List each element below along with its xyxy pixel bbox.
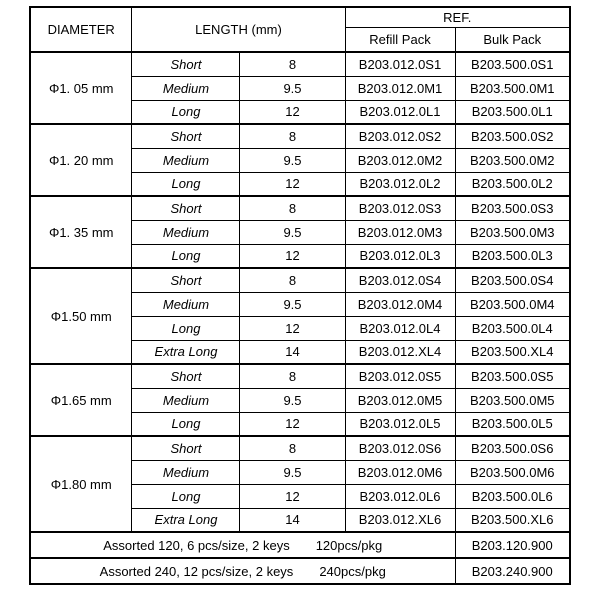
assorted-label: Assorted 240, 12 pcs/size, 2 keys: [99, 563, 294, 579]
length-value-cell: 9.5: [240, 292, 345, 316]
assorted-label-cell: [30, 558, 455, 584]
length-value-cell: 14: [240, 340, 345, 364]
length-name-cell: Medium: [132, 148, 240, 172]
assorted-label-cell: [30, 532, 455, 558]
bulk-code-cell: B203.500.0S1: [455, 52, 570, 76]
bulk-code-cell: B203.500.0M5: [455, 388, 570, 412]
refill-code-cell: B203.012.0L2: [345, 172, 455, 196]
bulk-code-cell: B203.500.0S4: [455, 268, 570, 292]
bulk-code-cell: B203.500.0M3: [455, 220, 570, 244]
length-name-cell: Long: [132, 172, 240, 196]
length-value-cell: 12: [240, 244, 345, 268]
assorted-pkg: 120pcs/pkg: [315, 537, 383, 553]
header-refill-pack: Refill Pack: [345, 27, 455, 52]
header-bulk-pack: Bulk Pack: [455, 27, 570, 52]
length-value-cell: 9.5: [240, 148, 345, 172]
bulk-code-cell: B203.500.0L2: [455, 172, 570, 196]
header-ref: REF.: [345, 7, 570, 27]
length-value-cell: 8: [240, 436, 345, 460]
diameter-cell: Φ1. 05 mm: [30, 52, 132, 124]
length-name-cell: Long: [132, 316, 240, 340]
bulk-code-cell: B203.500.0M4: [455, 292, 570, 316]
length-name-cell: Medium: [132, 220, 240, 244]
refill-code-cell: B203.012.0M5: [345, 388, 455, 412]
diameter-cell: Φ1.50 mm: [30, 268, 132, 364]
table-body: [30, 52, 570, 584]
table-row: [30, 436, 570, 460]
length-value-cell: 12: [240, 100, 345, 124]
assorted-row: [30, 532, 570, 558]
length-value-cell: 8: [240, 196, 345, 220]
bulk-code-cell: B203.500.XL4: [455, 340, 570, 364]
assorted-ref-cell: B203.120.900: [455, 532, 570, 558]
length-value-cell: 8: [240, 268, 345, 292]
length-value-cell: 8: [240, 364, 345, 388]
length-value-cell: 12: [240, 316, 345, 340]
table-row: [30, 196, 570, 220]
length-name-cell: Medium: [132, 292, 240, 316]
length-name-cell: Short: [132, 436, 240, 460]
diameter-cell: Φ1.80 mm: [30, 436, 132, 532]
length-value-cell: 12: [240, 412, 345, 436]
refill-code-cell: B203.012.XL6: [345, 508, 455, 532]
length-name-cell: Long: [132, 412, 240, 436]
bulk-code-cell: B203.500.0M2: [455, 148, 570, 172]
refill-code-cell: B203.012.0L6: [345, 484, 455, 508]
refill-code-cell: B203.012.0S4: [345, 268, 455, 292]
header-length: LENGTH (mm): [132, 7, 345, 52]
table-header: [30, 7, 570, 52]
refill-code-cell: B203.012.0L4: [345, 316, 455, 340]
assorted-pkg: 240pcs/pkg: [319, 563, 386, 579]
table-row: [30, 364, 570, 388]
length-name-cell: Medium: [132, 76, 240, 100]
length-name-cell: Short: [132, 364, 240, 388]
refill-code-cell: B203.012.0M6: [345, 460, 455, 484]
bulk-code-cell: B203.500.XL6: [455, 508, 570, 532]
bulk-code-cell: B203.500.0S6: [455, 436, 570, 460]
assorted-row: [30, 558, 570, 584]
bulk-code-cell: B203.500.0M6: [455, 460, 570, 484]
bulk-code-cell: B203.500.0L1: [455, 100, 570, 124]
length-name-cell: Medium: [132, 388, 240, 412]
refill-code-cell: B203.012.0M4: [345, 292, 455, 316]
bulk-code-cell: B203.500.0L6: [455, 484, 570, 508]
length-name-cell: Long: [132, 244, 240, 268]
length-name-cell: Short: [132, 52, 240, 76]
catalog-sheet: [0, 6, 600, 606]
diameter-cell: Φ1. 35 mm: [30, 196, 132, 268]
refill-code-cell: B203.012.0S1: [345, 52, 455, 76]
refill-code-cell: B203.012.0M2: [345, 148, 455, 172]
diameter-cell: Φ1.65 mm: [30, 364, 132, 436]
header-diameter: DIAMETER: [30, 7, 132, 52]
bulk-code-cell: B203.500.0S5: [455, 364, 570, 388]
refill-code-cell: B203.012.0L3: [345, 244, 455, 268]
length-name-cell: Medium: [132, 460, 240, 484]
bulk-code-cell: B203.500.0L5: [455, 412, 570, 436]
length-value-cell: 14: [240, 508, 345, 532]
table-row: [30, 124, 570, 148]
length-value-cell: 9.5: [240, 76, 345, 100]
bulk-code-cell: B203.500.0S3: [455, 196, 570, 220]
length-value-cell: 8: [240, 124, 345, 148]
refill-code-cell: B203.012.0S3: [345, 196, 455, 220]
bulk-code-cell: B203.500.0L4: [455, 316, 570, 340]
refill-code-cell: B203.012.0L5: [345, 412, 455, 436]
length-name-cell: Extra Long: [132, 340, 240, 364]
table-row: [30, 52, 570, 76]
refill-code-cell: B203.012.0M1: [345, 76, 455, 100]
bulk-code-cell: B203.500.0L3: [455, 244, 570, 268]
refill-code-cell: B203.012.0S6: [345, 436, 455, 460]
length-value-cell: 9.5: [240, 388, 345, 412]
refill-code-cell: B203.012.XL4: [345, 340, 455, 364]
refill-code-cell: B203.012.0L1: [345, 100, 455, 124]
ref-table: [29, 6, 571, 585]
length-value-cell: 12: [240, 484, 345, 508]
assorted-ref-cell: B203.240.900: [455, 558, 570, 584]
bulk-code-cell: B203.500.0M1: [455, 76, 570, 100]
length-name-cell: Short: [132, 268, 240, 292]
refill-code-cell: B203.012.0M3: [345, 220, 455, 244]
length-name-cell: Long: [132, 100, 240, 124]
length-value-cell: 12: [240, 172, 345, 196]
assorted-label: Assorted 120, 6 pcs/size, 2 keys: [103, 537, 290, 553]
length-value-cell: 9.5: [240, 220, 345, 244]
diameter-cell: Φ1. 20 mm: [30, 124, 132, 196]
table-row: [30, 268, 570, 292]
bulk-code-cell: B203.500.0S2: [455, 124, 570, 148]
length-name-cell: Extra Long: [132, 508, 240, 532]
refill-code-cell: B203.012.0S2: [345, 124, 455, 148]
length-name-cell: Short: [132, 196, 240, 220]
length-value-cell: 9.5: [240, 460, 345, 484]
length-name-cell: Long: [132, 484, 240, 508]
length-name-cell: Short: [132, 124, 240, 148]
length-value-cell: 8: [240, 52, 345, 76]
refill-code-cell: B203.012.0S5: [345, 364, 455, 388]
